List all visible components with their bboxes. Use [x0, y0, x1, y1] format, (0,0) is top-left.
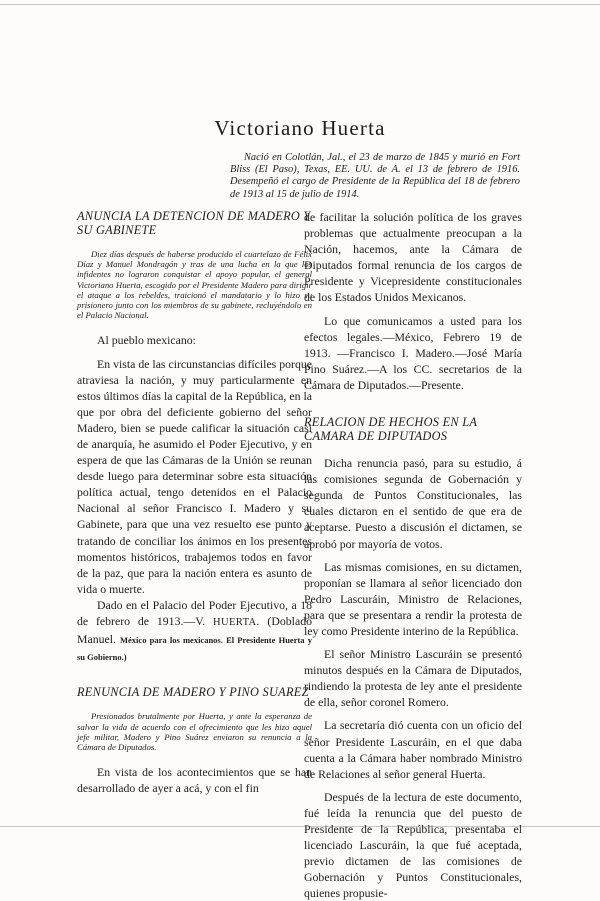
chamber-paragraph-1: Dicha renuncia pasó, para su estudio, á las comisiones segunda de Gobernación y segunda de Puntos Constitucionales, las cuales dictaron en el sentido de que era de aceptarse. Puesto a discusión el dictamen, se aprobó por mayoría de votos. [304, 456, 522, 551]
resignation-paragraph-cont: de facilitar la solución política de los graves problemas que actualmente preocupan a la Nación, hacemos, ante la Cámara de Diputados formal renuncia de los cargos de Presidente y Vicepresidente constitucionales de los Estados Unidos Mexicanos. [304, 210, 522, 305]
signature-name: HUERTA. [213, 617, 260, 629]
manifesto-signature-paragraph [77, 597, 312, 665]
page-title: Victoriano Huerta [214, 116, 386, 140]
chamber-paragraph-4: La secretaría dió cuenta con un oficio del señor Presidente Lascuráin, en el que daba cuenta a la Cámara haber nombrado Ministro de Relaciones al señor general Huerta. [304, 718, 522, 781]
section-heading-chamber: RELACION DE HECHOS EN LA CAMARA DE DIPUTADOS [304, 415, 477, 444]
chamber-paragraph-5: Después de la lectura de este documento, fué leída la renuncia que del puesto de Presidente de la República, presentaba el licenciado Lascuráin, la que fué aceptada, previo dictamen de las comisiones de Gobernación y Puntos Constitucionales, quienes propusie- [304, 789, 522, 901]
section-summary-resignation: Presionados brutalmente por Huerta, y ante la esperanza de salvar la vida de acuerdo con el ofrecimiento que les hizo aquel jefe militar, Madero y Pino Suárez enviaron su renuncia a la Cámara de Diputados. [77, 711, 312, 752]
manifesto-date: Dado en el Palacio del Poder Ejecutivo, a 18 de febrero de 1913.—V. [77, 597, 312, 629]
scan-edge-top [0, 4, 600, 5]
source-citation: (Doblado Manuel. [77, 614, 312, 647]
manifesto-paragraph: En vista de las circunstancias difíciles porque atraviesa la nación, y muy particularmente en estos últimos días la capital de la República, en la que por obra del deficiente gobierno del señor Madero, bien se puede calificar la situación casi de anarquía, he asumido el Poder Ejecutivo, y en espera de que las Cámaras de la Unión se reunan desde luego para determinar sobre esta situación política actual, tengo detenidos en el Palacio Nacional al señor Francisco I. Madero y su Gabinete, para que una vez resuelto ese punto y tratando de conciliar los ánimos en los presentes momentos históricos, trabajemos todos en favor de la paz, que para la nación entera es asunto de vida o muerte. [77, 356, 312, 596]
section-heading-resignation: RENUNCIA DE MADERO Y PINO SUAREZ [77, 685, 309, 700]
right-column [304, 209, 522, 901]
chamber-paragraph-3: El señor Ministro Lascuráin se presentó minutos después en la Cámara de Diputados, rindiendo la protesta de ley ante el presidente de ella, señor coronel Romero. [304, 647, 522, 710]
section-summary-detention: Diez días después de haberse producido el cuartelazo de Félix Díaz y Manuel Mondragón y tras de una lucha en la que los infidentes no lograron conquistar el apoyo popular, el general Victoriano Huerta, escogido por el Presidente Madero para dirigir el ataque a los rebeldes, traicionó el mandatario y lo hizo su prisionero junto con los miembros de su gabinete, recluyéndolo en el Palacio Nacional. [77, 249, 312, 321]
section-heading-detention: ANUNCIA LA DETENCION DE MADERO Y SU GABINETE [77, 209, 311, 237]
source-title: México para los mexicanos. El Presidente Huerta y su Gobierno.) [77, 635, 313, 663]
resignation-paragraph-start: En vista de los acontecimientos que se han desarrollado de ayer a acá, y con el fin [77, 765, 312, 796]
left-column [77, 209, 312, 796]
salutation: Al pueblo mexicano: [97, 333, 196, 348]
biographical-note: Nació en Colotlán, Jal., el 23 de marzo de 1845 y murió en Fort Bliss (El Paso), Texas, EE. UU. de A. el 13 de febrero de 1916. Desempeñó el cargo de Presidente de la República del 18 de febrero de 1913 al 15 de julio de 1914. [230, 152, 520, 200]
resignation-closing: Lo que comunicamos a usted para los efectos legales.—México, Febrero 19 de 1913. —Francisco I. Madero.—José María Pino Suárez.—A los CC. secretarios de la Cámara de Diputados.—Presente. [304, 313, 522, 392]
chamber-paragraph-2: Las mismas comisiones, en su dictamen, proponían se llamara al señor licenciado don Pedro Lascuráin, Ministro de Relaciones, para que se presentara a rendir la protesta de ley como Presidente interino de la República. [304, 559, 522, 638]
